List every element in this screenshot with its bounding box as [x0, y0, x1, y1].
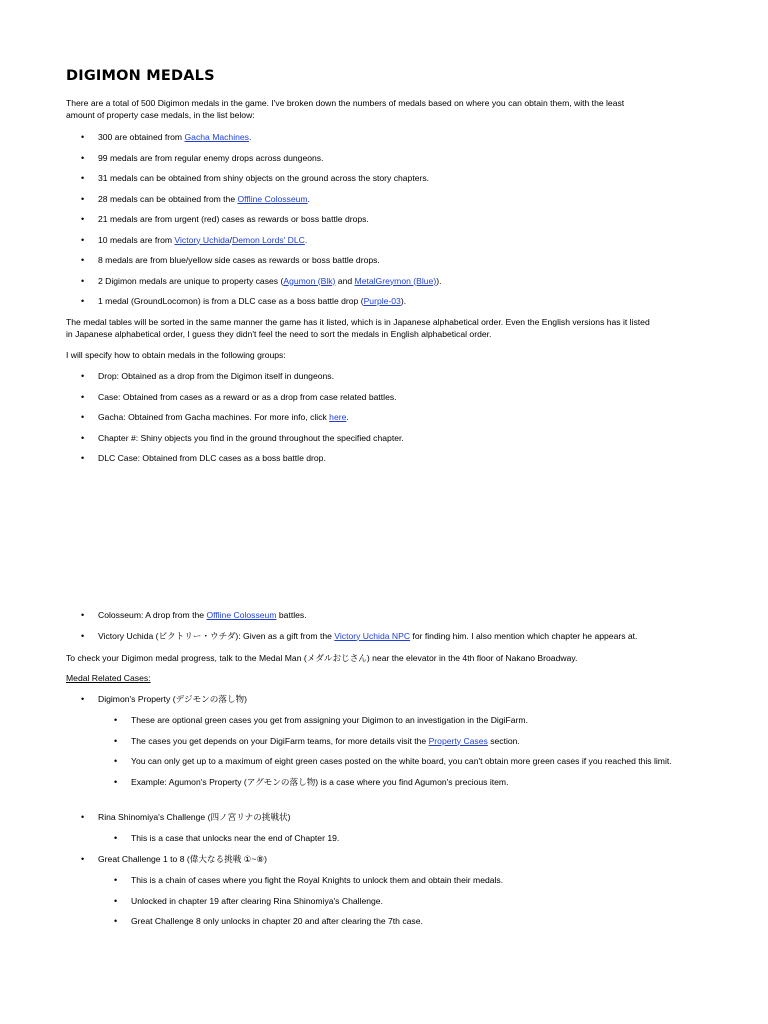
list-item-text: ).	[436, 275, 442, 286]
great-challenge-details	[114, 874, 704, 936]
list-item	[114, 776, 704, 788]
list-item	[114, 915, 704, 927]
sort-note-line-2: in Japanese alphabetical order, I guess they didn't feel the need to sort the medals in English alphabetical order.	[66, 329, 492, 339]
list-item-text: 28 medals can be obtained from the	[98, 193, 238, 204]
bullet: •	[81, 214, 85, 224]
list-item-text: 8 medals are from blue/yellow side cases as rewards or boss battle drops.	[98, 255, 380, 265]
bullet: •	[81, 630, 85, 641]
bullet: •	[81, 412, 85, 422]
bullet: •	[81, 296, 85, 306]
bullet: •	[114, 735, 118, 746]
list-item-text: 99 medals are from regular enemy drops across dungeons.	[98, 152, 324, 163]
list-item-text: Victory Uchida (ビクトリー・ウチダ): Given as a gift from the	[98, 630, 335, 641]
list-item	[114, 735, 704, 747]
medal-counts-list	[81, 131, 706, 316]
list-item-text: .	[248, 132, 252, 142]
list-item-text: Gacha: Obtained from Gacha machines. For more info, click	[98, 412, 330, 422]
list-item-text: Chapter #: Shiny objects you find in the ground throughout the specified chapter.	[98, 432, 404, 443]
list-item	[114, 714, 704, 726]
bullet: •	[114, 833, 118, 843]
list-item-text: section.	[487, 735, 520, 746]
list-item	[114, 832, 704, 844]
property-case-item	[81, 693, 706, 714]
list-item	[81, 811, 706, 823]
bullet: •	[81, 173, 85, 183]
list-item-text: Example: Agumon's Property (アグモンの落し物) is a case where you find Agumon's precious item.	[131, 776, 509, 787]
list-item	[81, 254, 706, 266]
page-title: DIGIMON MEDALS	[66, 68, 215, 84]
list-item	[81, 152, 706, 164]
sort-note-paragraph	[66, 316, 706, 340]
groups-list	[81, 370, 706, 473]
inline-link[interactable]: Property Cases	[428, 735, 488, 746]
inline-link[interactable]: Offline Colosseum	[206, 610, 277, 620]
list-item	[114, 895, 704, 907]
list-item-text: 31 medals can be obtained from shiny objects on the ground across the story chapters.	[98, 173, 430, 183]
list-item	[81, 234, 706, 246]
great-challenge-item	[81, 853, 706, 874]
case-label-great: Great Challenge 1 to 8 (偉大なる挑戦 ①~⑧)	[98, 854, 267, 864]
groups-intro: I will specify how to obtain medals in the following groups:	[66, 350, 286, 360]
list-item	[81, 213, 706, 225]
list-item	[81, 432, 706, 444]
list-item	[81, 853, 706, 865]
list-item	[81, 131, 706, 143]
inline-link[interactable]: MetalGreymon (Blue)	[354, 275, 437, 286]
inline-link[interactable]: Victory Uchida NPC	[334, 630, 411, 641]
bullet: •	[81, 193, 85, 204]
bullet: •	[81, 371, 85, 381]
list-item-text: 10 medals are from	[98, 234, 175, 245]
case-label-property: Digimon's Property (デジモンの落し物)	[98, 694, 248, 704]
list-item	[81, 172, 706, 184]
inline-link[interactable]: Demon Lords' DLC	[232, 234, 305, 245]
bullet: •	[81, 432, 85, 443]
rina-case-item	[81, 811, 706, 832]
list-item	[81, 391, 706, 403]
intro-line-1: There are a total of 500 Digimon medals in the game. I've broken down the numbers of medals based on where you can obtain them, with the least	[66, 98, 625, 108]
inline-link[interactable]: Purple-03	[363, 296, 401, 306]
list-item	[81, 370, 706, 382]
list-item-text: This is a chain of cases where you fight the Royal Knights to unlock them and obtain their medals.	[131, 875, 504, 885]
bullet: •	[114, 756, 118, 766]
list-item	[81, 411, 706, 423]
list-item-text: 1 medal (GroundLocomon) is from a DLC case as a boss battle drop (	[98, 296, 364, 306]
bullet: •	[81, 132, 85, 142]
groups-list-continued	[81, 609, 706, 650]
bullet: •	[114, 875, 118, 885]
rina-case-details	[114, 832, 704, 853]
progress-note: To check your Digimon medal progress, talk to the Medal Man (メダルおじさん) near the elevator in the 4th floor of Nakano Broadway.	[66, 653, 578, 663]
list-item-text: /	[229, 234, 233, 245]
list-item-text: and	[335, 275, 355, 286]
list-item	[81, 693, 706, 705]
list-item	[81, 452, 706, 464]
list-item-text: for finding him. I also mention which chapter he appears at.	[410, 630, 638, 641]
list-item-text: .	[307, 193, 310, 204]
list-item-text: battles.	[276, 610, 307, 620]
bullet: •	[81, 694, 85, 704]
list-item	[81, 193, 706, 205]
list-item-text: DLC Case: Obtained from DLC cases as a boss battle drop.	[98, 453, 326, 463]
list-item-text: .	[304, 234, 308, 245]
bullet: •	[114, 715, 118, 725]
list-item-text: These are optional green cases you get from assigning your Digimon to an investigation in the DigiFarm.	[131, 715, 528, 725]
sort-note-line-1: The medal tables will be sorted in the same manner the game has it listed, which is in Japanese alphabetical order. Even the English versions has it listed	[66, 317, 650, 327]
list-item-text: 2 Digimon medals are unique to property cases (	[98, 275, 284, 286]
list-item-text: You can only get up to a maximum of eight green cases posted on the white board, you can't obtain more green cases if you reached this limit.	[131, 756, 672, 766]
inline-link[interactable]: here	[329, 412, 347, 422]
inline-link[interactable]: Victory Uchida	[174, 234, 230, 245]
case-label-rina: Rina Shinomiya's Challenge (四ノ宮リナの挑戦状)	[98, 812, 291, 822]
bullet: •	[81, 234, 85, 245]
list-item-text: Great Challenge 8 only unlocks in chapter 20 and after clearing the 7th case.	[131, 916, 423, 926]
list-item-text: Case: Obtained from cases as a reward or as a drop from case related battles.	[98, 391, 397, 402]
bullet: •	[81, 854, 85, 864]
list-item-text: Unlocked in chapter 19 after clearing Rina Shinomiya's Challenge.	[131, 895, 383, 906]
list-item-text: Drop: Obtained as a drop from the Digimon itself in dungeons.	[98, 371, 334, 381]
list-item	[81, 295, 706, 307]
list-item-text: .	[346, 412, 349, 422]
property-case-details	[114, 714, 704, 796]
medal-related-heading: Medal Related Cases:	[66, 673, 151, 683]
intro-paragraph	[66, 97, 706, 121]
list-item	[81, 630, 706, 642]
bullet: •	[81, 453, 85, 463]
inline-link[interactable]: Offline Colosseum	[237, 193, 308, 204]
bullet: •	[81, 812, 85, 822]
list-item-text: 21 medals are from urgent (red) cases as rewards or boss battle drops.	[98, 214, 369, 224]
list-item-text: Colosseum: A drop from the	[98, 610, 207, 620]
bullet: •	[81, 391, 85, 402]
list-item-text: 300 are obtained from	[98, 132, 185, 142]
bullet: •	[114, 776, 118, 787]
list-item-text: The cases you get depends on your DigiFarm teams, for more details visit the	[131, 735, 429, 746]
list-item	[81, 275, 706, 287]
bullet: •	[81, 255, 85, 265]
list-item-text: ).	[400, 296, 407, 306]
bullet: •	[81, 275, 85, 286]
list-item	[114, 874, 704, 886]
list-item	[114, 755, 704, 767]
bullet: •	[81, 152, 85, 163]
intro-line-2: amount of property case medals, in the list below:	[66, 110, 255, 120]
inline-link[interactable]: Gacha Machines	[184, 132, 249, 142]
bullet: •	[114, 916, 118, 926]
bullet: •	[114, 895, 118, 906]
list-item	[81, 609, 706, 621]
bullet: •	[81, 610, 85, 620]
list-item-text: This is a case that unlocks near the end of Chapter 19.	[131, 833, 340, 843]
inline-link[interactable]: Agumon (Blk)	[283, 275, 336, 286]
